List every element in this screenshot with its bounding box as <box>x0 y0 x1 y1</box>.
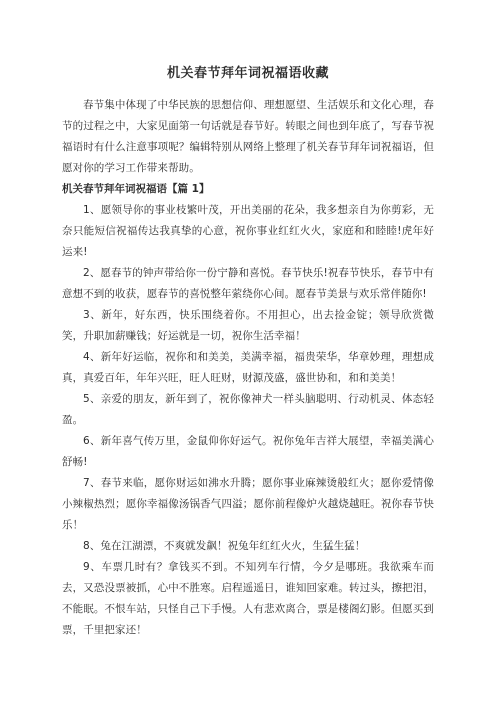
blessing-item-9: 9、车票几时有？拿钱买不到。不知列车行情，今夕是哪班。我欲乘车而去，又恐没票被抓，心中不胜寒。启程遥遥日，谁知回家难。转过头，擦把泪，不能眠。不恨车站，只怪自己下手慢。人有悲欢离合，票是楼阁幻影。但愿买到票，千里把家还！ <box>62 561 434 636</box>
blessing-item-4: 4、新年好运临，祝你和和美美，美满幸福，福贵荣华，华章妙理，理想成真，真爱百年，年年兴旺，旺人旺财，财源茂盛，盛世协和，和和美美！ <box>62 351 434 384</box>
document-title: 机关春节拜年词祝福语收藏 <box>166 66 329 81</box>
blessing-item-3: 3、新年，好东西，快乐围绕着你。不用担心，出去捡金锭；领导欣赏微笑，升职加薪赚钱；好运就是一切，祝你生活幸福！ <box>62 309 434 342</box>
blessing-item-5: 5、亲爱的朋友，新年到了，祝你像神犬一样头脑聪明、行动机灵、体态轻盈。 <box>62 393 434 426</box>
blessing-list <box>62 200 434 641</box>
blessing-item-8: 8、兔在江湖漂，不爽就发飙！祝兔年红红火火，生猛生猛！ <box>83 540 366 552</box>
section-heading: 机关春节拜年词祝福语【篇 1】 <box>62 183 210 195</box>
intro-paragraph: 春节集中体现了中华民族的思想信仰、理想愿望、生活娱乐和文化心理，春节的过程之中，大家见面第一句话就是春节好。转眼之间也到年底了，写春节祝福语时有什么注意事项呢？编辑特别从网络上整理了机关春节拜年词祝福语，但愿对你的学习工作带来帮助。 <box>62 99 434 174</box>
blessing-item-6: 6、新年喜气传万里，金鼠仰你好运气。祝你兔年吉祥大展望，幸福美满心舒畅! <box>62 435 434 468</box>
blessing-item-7: 7、春节来临，愿你财运如沸水升腾；愿你事业麻辣烫般红火；愿你爱情像小辣椒热烈；愿你幸福像汤锅香气四溢；愿你前程像炉火越烧越旺。祝你春节快乐！ <box>62 477 434 531</box>
blessing-item-1: 1、愿领导你的事业枝繁叶茂，开出美丽的花朵，我多想亲自为你剪彩，无奈只能短信祝福传达我真挚的心意，祝你事业红红火火，家庭和和睦睦!虎年好运来! <box>62 204 434 258</box>
blessing-item-2: 2、愿春节的钟声带给你一份宁静和喜悦。春节快乐!祝春节快乐，春节中有意想不到的收获，愿春节的喜悦整年萦绕你心间。愿春节美景与欢乐常伴随你! <box>62 267 434 300</box>
